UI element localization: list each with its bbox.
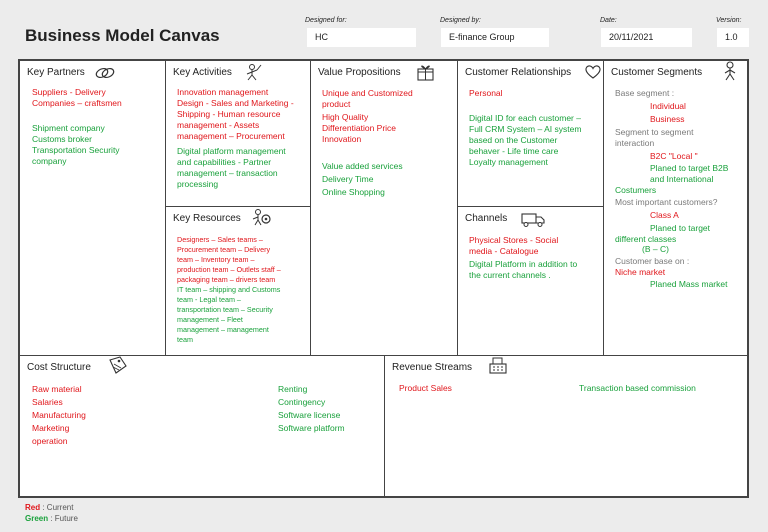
key-resources-title: Key Resources [173,213,241,224]
list-item: behaver - Life time care [469,146,559,156]
important-customers-future-3: (B – C) [642,244,669,254]
worker-gear-icon [250,208,272,226]
list-item: Personal [469,88,503,98]
list-item: management – Fleet [177,315,243,324]
list-item: Shipment company [32,123,105,133]
value-propositions-section [310,60,458,356]
segment-interaction-future [650,163,728,185]
customer-base-future: Planed Mass market [650,279,728,289]
list-item: team [177,335,193,344]
cost-structure-title: Cost Structure [27,362,91,373]
list-item: High Quality [322,112,369,122]
list-item: IT team – shipping and Customs [177,285,281,294]
price-tag-icon [106,356,128,374]
list-item: Salaries [32,397,63,407]
list-item: management – transaction [177,168,278,178]
value-propositions-current [322,88,413,145]
list-item: Unique and Customized [322,88,413,98]
list-item: Design - Sales and Marketing - [177,98,294,108]
customer-relationships-current [469,88,503,99]
list-item: Digital ID for each customer – [469,113,581,123]
list-item: Product Sales [399,383,452,393]
cost-structure-section [19,355,385,497]
list-item: Innovation [322,134,362,144]
list-item: Digital platform management [177,146,286,156]
revenue-streams-section [384,355,748,497]
list-item: based on the Customer [469,135,558,145]
segment-interaction-label [615,127,693,149]
list-item: packaging team – drivers team [177,275,276,284]
list-item: Shipping - Human resource [177,109,281,119]
key-partners-future [32,123,120,167]
list-item: Transportation Security [32,145,120,155]
date-field[interactable]: 20/11/2021 [601,28,692,47]
version-label: Version: [716,17,742,24]
key-activities-future [177,146,286,190]
list-item: and International [650,174,714,184]
truck-icon [520,210,546,228]
list-item: Online Shopping [322,187,385,197]
legend-green-text: : Future [48,514,78,523]
list-item: Digital Platform in addition to [469,259,578,269]
list-item: management – Procurement [177,131,285,141]
list-item: Raw material [32,384,82,394]
person-icon [721,61,739,81]
list-item: Delivery Time [322,174,374,184]
important-customers-label: Most important customers? [615,197,718,207]
list-item: processing [177,179,219,189]
version-field[interactable]: 1.0 [717,28,749,47]
heart-icon [584,64,602,80]
cost-structure-future [278,383,345,435]
customer-relationships-future [469,113,581,168]
list-item: Marketing [32,423,70,433]
list-item: Customs broker [32,134,92,144]
list-item: Full CRM System – AI system [469,124,582,134]
list-item: Innovation management [177,87,269,97]
list-item: Suppliers - Delivery [32,87,106,97]
customer-base-label: Customer base on : [615,256,690,266]
list-item: product [322,99,351,109]
important-customers-current: Class A [650,210,679,220]
list-item: Individual [650,101,686,111]
list-item: management – management [177,325,269,334]
channels-current [469,235,558,257]
important-customers-future-1: Planed to target [650,223,711,233]
list-item: company [32,156,67,166]
revenue-streams-future [579,383,696,394]
list-item: Differentiation Price [322,123,397,133]
customer-base-current: Niche market [615,267,666,277]
list-item: Manufacturing [32,410,86,420]
list-item: Value added services [322,161,403,171]
key-resources-section [165,206,311,356]
gift-icon [415,63,437,81]
channels-section [457,206,604,356]
list-item: transportation team – Security [177,305,273,314]
customer-relationships-title: Customer Relationships [465,67,572,78]
list-item: Planed to target B2B [650,163,729,173]
list-item: Software platform [278,423,345,433]
designed-by-field[interactable]: E-finance Group [441,28,549,47]
legend-current [25,503,73,512]
important-customers-future-2: different classes [615,234,677,244]
date-label: Date: [600,17,617,24]
list-item: Companies – craftsmen [32,98,122,108]
key-activities-current [177,87,294,142]
list-item: Software license [278,410,341,420]
legend-red-text: : Current [40,503,74,512]
worker-icon [242,63,264,81]
list-item: the current channels . [469,270,551,280]
legend-green-word: Green [25,514,49,523]
revenue-streams-current [399,383,452,394]
key-activities-title: Key Activities [173,67,232,78]
key-partners-current [32,87,122,109]
list-item: Contingency [278,397,326,407]
list-item: and capabilities - Partner [177,157,272,167]
list-item: team – Inventory team – [177,255,255,264]
list-item: production team – Outlets staff – [177,265,281,274]
label-line: Segment to segment [615,127,694,137]
key-partners-title: Key Partners [27,67,85,78]
key-resources-future [177,285,280,345]
list-item: Transaction based commission [579,383,696,393]
channels-title: Channels [465,213,508,224]
base-segment-label: Base segment : [615,88,675,98]
list-item: Business [650,114,685,124]
list-item: management - Assets [177,120,260,130]
designed-for-label: Designed for: [305,17,347,24]
key-activities-section [165,60,311,207]
legend-future [25,514,78,523]
chain-link-icon [94,64,116,82]
designed-for-field[interactable]: HC [307,28,416,47]
value-propositions-future [322,160,403,199]
label-line: interaction [615,138,655,148]
list-item: media - Catalogue [469,246,539,256]
revenue-streams-title: Revenue Streams [392,362,473,373]
channels-future [469,259,577,281]
segment-interaction-current: B2C "Local " [650,151,698,161]
key-resources-current [177,235,281,285]
value-propositions-title: Value Propositions [318,67,401,78]
legend-red-word: Red [25,503,41,512]
customer-segments-title: Customer Segments [611,67,703,78]
customer-segments-section [603,60,748,356]
list-item: Designers – Sales teams – [177,235,263,244]
cash-register-icon [487,356,509,374]
segment-interaction-future-cont: Costumers [615,185,657,195]
list-item: operation [32,436,68,446]
base-segment-values [650,100,686,126]
list-item: Physical Stores - Social [469,235,559,245]
list-item: Loyalty management [469,157,548,167]
list-item: Renting [278,384,308,394]
key-partners-section [19,60,166,356]
list-item: team - Legal team – [177,295,241,304]
customer-relationships-section [457,60,604,207]
cost-structure-current [32,383,86,448]
designed-by-label: Designed by: [440,17,481,24]
canvas-sheet [18,59,749,498]
page-title: Business Model Canvas [25,26,220,45]
list-item: Procurement team – Delivery [177,245,271,254]
